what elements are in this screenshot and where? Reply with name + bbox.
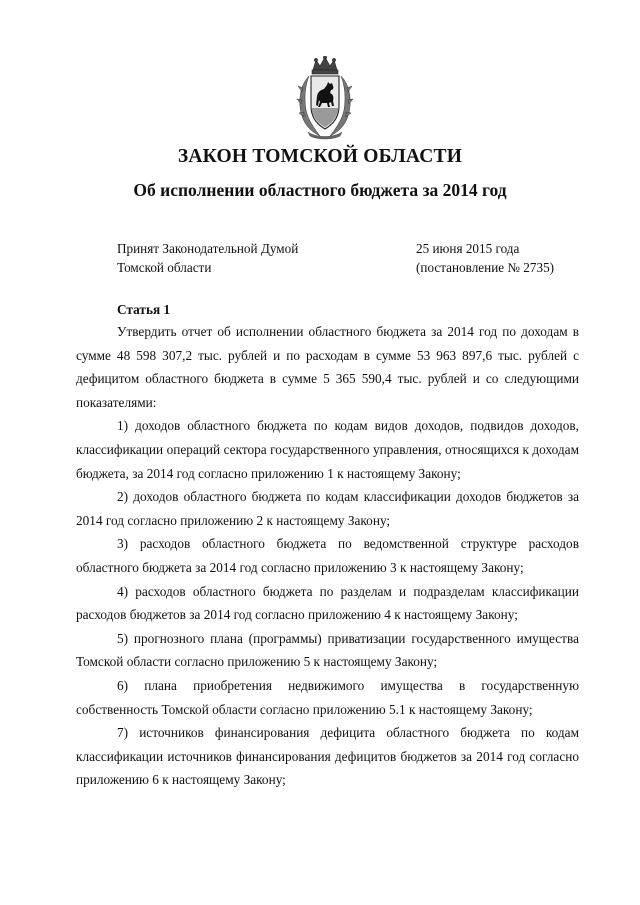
article-body: [76, 320, 579, 792]
article-paragraph: 3) расходов областного бюджета по ведомственной структуре расходов областного бюджета за 2014 год согласно приложению 3 к настоящему Закону;: [76, 536, 579, 575]
article-paragraph: 2) доходов областного бюджета по кодам классификации доходов бюджетов за 2014 год согласно приложению 2 к настоящему Закону;: [76, 489, 579, 528]
law-subtitle: Об исполнении областного бюджета за 2014 год: [133, 180, 507, 200]
date-info: [416, 239, 554, 277]
adoption-date: 25 июня 2015 года: [416, 241, 520, 256]
article-paragraph: 7) источников финансирования дефицита областного бюджета по кодам классификации источников финансирования дефицитов бюджетов за 2014 год согласно приложению 6 к настоящему Закону;: [76, 725, 579, 788]
adoption-line-1: Принят Законодательной Думой: [117, 241, 299, 256]
article-paragraph: 4) расходов областного бюджета по разделам и подразделам классификации расходов бюджетов за 2014 год согласно приложению 4 к настоящему Закону;: [76, 583, 579, 623]
resolution-number: (постановление № 2735): [416, 260, 555, 275]
article-paragraph: 5) прогнозного плана (программы) приватизации государственного имущества Томской области согласно приложению 5 к настоящему Закону;: [76, 630, 579, 670]
adoption-info: [117, 239, 298, 277]
adoption-line-2: Томской области: [117, 260, 212, 275]
article-heading: Статья 1: [117, 302, 171, 317]
article-paragraph: 1) доходов областного бюджета по кодам видов доходов, подвидов доходов, классификации операций сектора государственного управления, относящихся к доходам бюджета, за 2014 год согласно приложению 1 к настоящему Закону;: [76, 418, 579, 481]
coat-of-arms-icon: [296, 56, 354, 140]
law-title: ЗАКОН ТОМСКОЙ ОБЛАСТИ: [177, 146, 463, 167]
article-paragraph: Утвердить отчет об исполнении областного бюджета за 2014 год по доходам в сумме 48 598 307,2 тыс. рублей и по расходам в сумме 53 963 897,6 тыс. рублей с дефицитом областного бюджета в сумме 5 365 590,4 тыс. рублей и со следующими показателями:: [76, 324, 579, 410]
article-paragraph: 6) плана приобретения недвижимого имущества в государственную собственность Томской области согласно приложению 5.1 к настоящему Закону;: [76, 677, 579, 717]
